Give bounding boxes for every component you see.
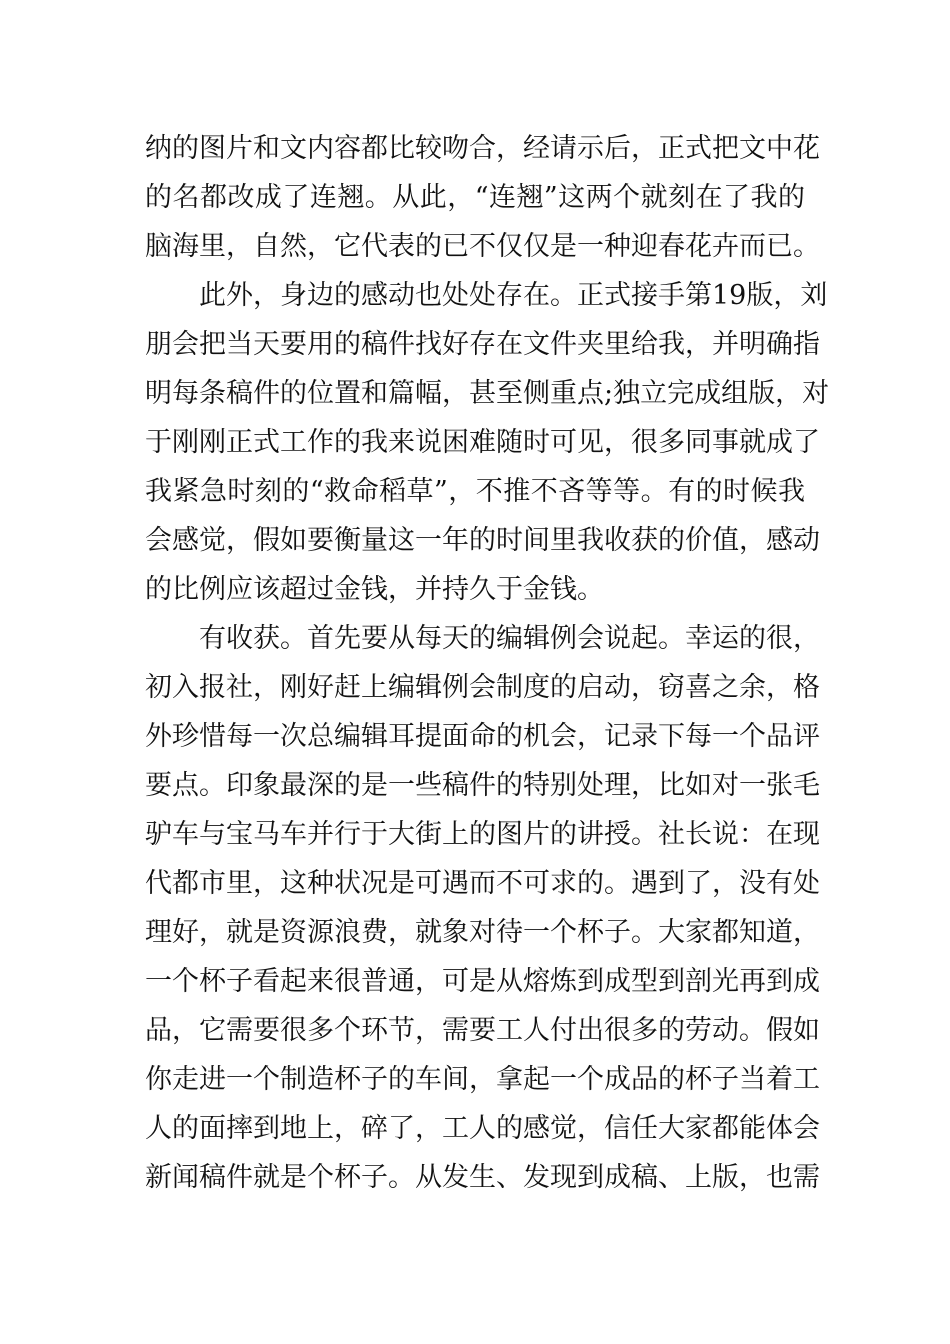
text-line: 理好，就是资源浪费，就象对待一个杯子。大家都知道， xyxy=(145,917,820,948)
text-line: 一个杯子看起来很普通，可是从熔炼到成型到剖光再到成 xyxy=(145,966,820,997)
text-line: 品，它需要很多个环节，需要工人付出很多的劳动。假如 xyxy=(145,1015,820,1046)
text-line: 于刚刚正式工作的我来说困难随时可见，很多同事就成了 xyxy=(145,427,820,458)
text-line: 朋会把当天要用的稿件找好存在文件夹里给我，并明确指 xyxy=(145,329,820,360)
text-line: 你走进一个制造杯子的车间，拿起一个成品的杯子当着工 xyxy=(145,1064,820,1095)
text-line: 脑海里，自然，它代表的已不仅仅是一种迎春花卉而已。 xyxy=(145,231,820,262)
text-line: 纳的图片和文内容都比较吻合，经请示后，正式把文中花 xyxy=(145,133,820,164)
text-line: 明每条稿件的位置和篇幅，甚至侧重点;独立完成组版，对 xyxy=(145,378,830,409)
text-line: 新闻稿件就是个杯子。从发生、发现到成稿、上版，也需 xyxy=(145,1162,820,1193)
text-line: 的名都改成了连翘。从此，“连翘”这两个就刻在了我的 xyxy=(145,182,805,213)
paragraph-last-line: 的比例应该超过金钱，并持久于金钱。 xyxy=(145,574,604,605)
text-line: 外珍惜每一次总编辑耳提面命的机会，记录下每一个品评 xyxy=(145,721,820,752)
text-line: 我紧急时刻的“救命稻草”，不推不吝等等。有的时候我 xyxy=(145,476,805,507)
text-line: 代都市里，这种状况是可遇而不可求的。遇到了，没有处 xyxy=(145,868,820,899)
text-line: 初入报社，刚好赶上编辑例会制度的启动，窃喜之余，格 xyxy=(145,672,820,703)
text-line: 会感觉，假如要衡量这一年的时间里我收获的价值，感动 xyxy=(145,525,820,556)
text-line: 驴车与宝马车并行于大街上的图片的讲授。社长说：在现 xyxy=(145,819,820,850)
paragraph-first-line: 此外，身边的感动也处处存在。正式接手第19版，刘 xyxy=(199,280,828,311)
text-line: 人的面摔到地上，碎了，工人的感觉，信任大家都能体会 xyxy=(145,1113,820,1144)
text-line: 要点。印象最深的是一些稿件的特别处理，比如对一张毛 xyxy=(145,770,820,801)
paragraph-first-line: 有收获。首先要从每天的编辑例会说起。幸运的很， xyxy=(199,623,820,654)
body-text xyxy=(145,124,830,1202)
